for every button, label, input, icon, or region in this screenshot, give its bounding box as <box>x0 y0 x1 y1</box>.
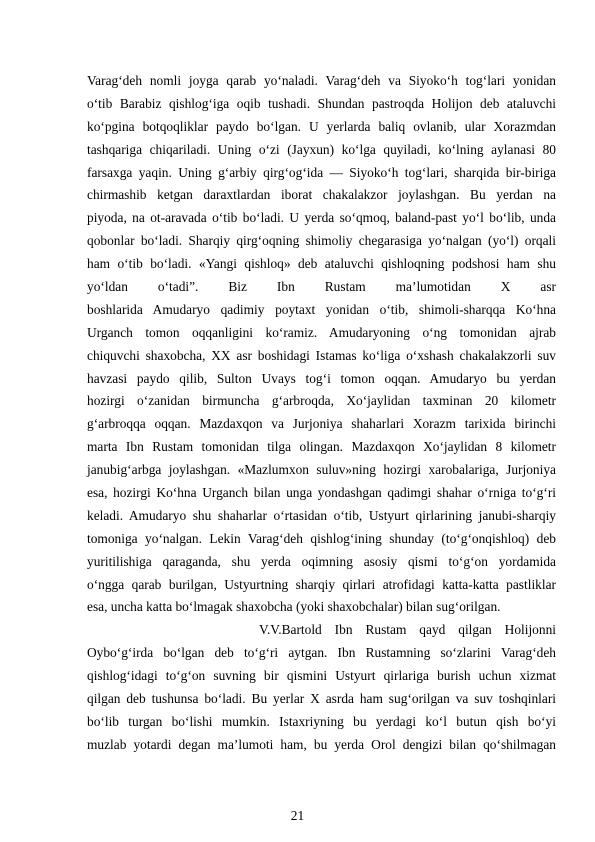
text-line: esa, uncha katta bo‘lmagak shaxobcha (yoki shaxobchalar) bilan sug‘orilgan. <box>87 599 501 615</box>
document-body <box>87 70 556 757</box>
text-line: hozirgi o‘zanidan birmuncha g‘arbroqda, Xo‘jaylidan taxminan 20 kilometr <box>87 393 556 409</box>
text-line: esa, hozirgi Ko‘hna Urganch bilan unga yondashgan qadimgi shahar o‘rniga to‘g‘ri <box>87 485 556 501</box>
text-line: keladi. Amudaryo shu shaharlar o‘rtasidan o‘tib, Ustyurt qirlarining janubi-sharqiy <box>87 507 556 523</box>
text-line: chiquvchi shaxobcha, XX asr boshidagi Istamas ko‘liga o‘xshash chakalakzorli suv <box>87 347 556 363</box>
text-line: Oybo‘g‘irda bo‘lgan deb to‘g‘ri aytgan. Ibn Rustamning so‘zlarini Varag‘deh <box>87 645 556 661</box>
text-line: tashqariga chiqariladi. Uning o‘zi (Jayxun) ko‘lga quyiladi, ko‘lning aylanasi 80 <box>87 141 556 157</box>
paragraph <box>87 70 556 757</box>
text-line: havzasi paydo qilib, Sulton Uvays tog‘i tomon oqqan. Amudaryo bu yerdan <box>87 370 556 386</box>
text-line: qilgan deb tushunsa bo‘ladi. Bu yerlar X asrda ham sug‘orilgan va suv toshqinlari <box>87 691 556 707</box>
text-line: boshlarida Amudaryo qadimiy poytaxt yonidan o‘tib, shimoli-sharqqa Ko‘hna <box>87 301 556 317</box>
page-number: 21 <box>290 808 305 823</box>
text-line: ham o‘tib bo‘ladi. «Yangi qishloq» deb ataluvchi qishloqning podshosi ham shu <box>87 256 556 272</box>
text-line: muzlab yotardi degan ma’lumoti ham, bu yerda Orol dengizi bilan qo‘shilmagan <box>87 736 556 752</box>
text-line: Urganch tomon oqqanligini ko‘ramiz. Amudaryoning o‘ng tomonidan ajrab <box>87 324 556 340</box>
text-line: o‘tib Barabiz qishlog‘iga oqib tushadi. Shundan pastroqda Holijon deb ataluvchi <box>87 95 556 111</box>
text-line: tomoniga yo‘nalgan. Lekin Varag‘deh qishlog‘ining shunday (to‘g‘onqishloq) deb <box>87 530 556 546</box>
text-line: ko‘pgina botqoqliklar paydo bo‘lgan. U yerlarda baliq ovlanib, ular Xorazmdan <box>87 118 556 134</box>
text-line: chirmashib ketgan daraxtlardan iborat chakalakzor joylashgan. Bu yerdan na <box>87 187 556 203</box>
text-line: o‘ngga qarab burilgan, Ustyurtning sharqiy qirlari atrofidagi katta-katta pastliklar <box>87 576 556 592</box>
text-line: piyoda, na ot-aravada o‘tib bo‘ladi. U yerda so‘qmoq, baland-past yo‘l bo‘lib, unda <box>87 210 556 226</box>
text-line: bo‘lib turgan bo‘lishi mumkin. Istaxriyning bu yerdagi ko‘l butun qish bo‘yi <box>87 713 556 729</box>
text-line: yuritilishiga qaraganda, shu yerda oqimning asosiy qismi to‘g‘on yordamida <box>87 553 556 569</box>
text-line: janubig‘arbga joylashgan. «Mazlumxon suluv»ning hozirgi xarobalariga, Jurjoniya <box>87 462 556 478</box>
text-line: yo‘ldan o‘tadi”. Biz Ibn Rustam ma’lumotidan X asr <box>87 279 556 295</box>
text-line: g‘arbroqqa oqqan. Mazdaxqon va Jurjoniya shaharlari Xorazm tarixida birinchi <box>87 416 556 432</box>
text-line: Varag‘deh nomli joyga qarab yo‘naladi. Varag‘deh va Siyoko‘h tog‘lari yonidan <box>87 73 556 88</box>
text-line: farsaxga yaqin. Uning g‘arbiy qirg‘og‘ida — Siyoko‘h tog‘lari, sharqida bir-biriga <box>87 164 556 180</box>
text-line: V.V.Bartold Ibn Rustam qayd qilgan Holijonni <box>259 622 556 638</box>
text-line: qishlog‘idagi to‘g‘on suvning bir qismini Ustyurt qirlariga burish uchun xizmat <box>87 668 556 684</box>
text-line: marta Ibn Rustam tomonidan tilga olingan. Mazdaxqon Xo‘jaylidan 8 kilometr <box>87 439 556 455</box>
text-line: qobonlar bo‘ladi. Sharqiy qirg‘oqning shimoliy chegarasiga yo‘nalgan (yo‘l) orqali <box>87 233 556 249</box>
